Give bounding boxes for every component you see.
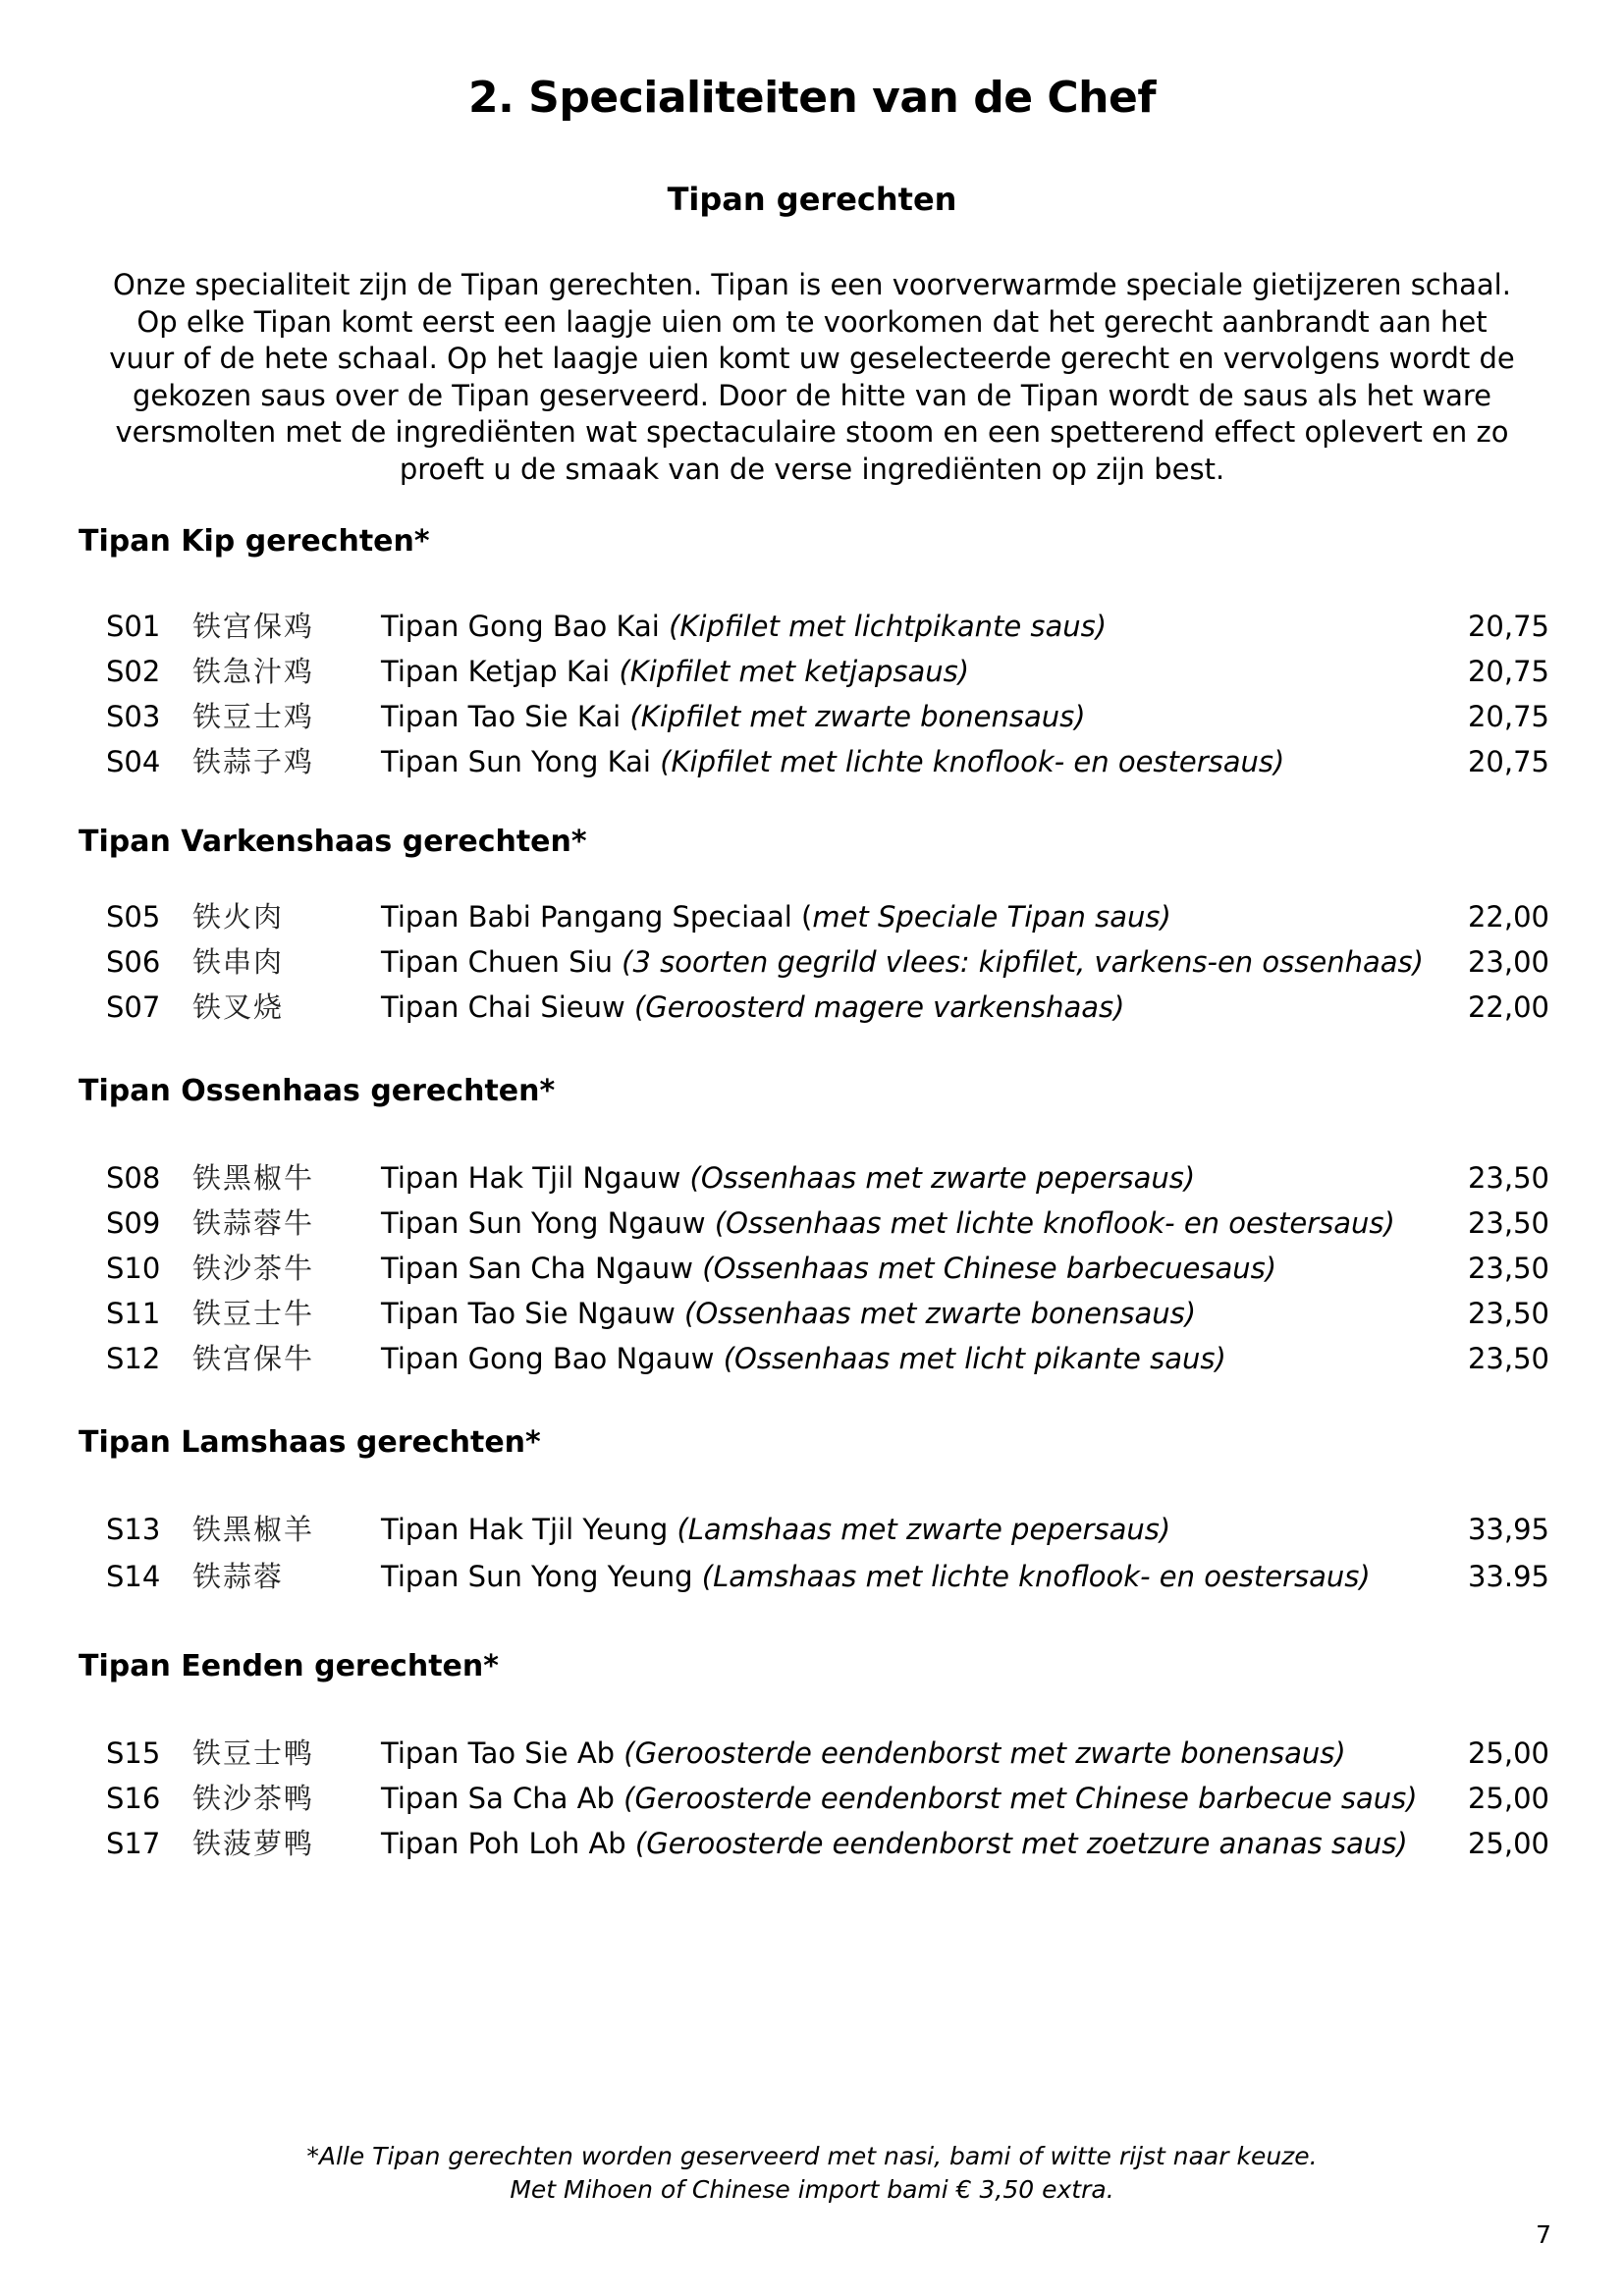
item-price: 22,00	[1467, 990, 1549, 1024]
menu-item	[0, 742, 1624, 781]
item-description: (Ossenhaas met zwarte pepersaus)	[689, 1161, 1196, 1195]
menu-item	[0, 1294, 1624, 1333]
item-price: 20,75	[1467, 745, 1549, 778]
item-name	[381, 1734, 1346, 1773]
item-title: Tipan Poh Loh Ab	[381, 1827, 635, 1860]
item-chinese-name: 铁菠萝鸭	[192, 1827, 315, 1860]
item-name	[381, 1779, 1418, 1818]
item-name	[381, 742, 1284, 781]
section-heading-lamshaas: Tipan Lamshaas gerechten*	[79, 1425, 541, 1460]
item-title: Tipan Gong Bao Kai	[381, 610, 670, 643]
item-code: S06	[106, 945, 161, 979]
item-title: Tipan Sa Cha Ab	[381, 1782, 624, 1815]
item-chinese-name: 铁豆士鸡	[192, 700, 315, 733]
item-name	[381, 1249, 1276, 1288]
item-description: (Geroosterde eendenborst met zwarte bonensaus)	[623, 1736, 1346, 1770]
item-description: (Ossenhaas met zwarte bonensaus)	[684, 1297, 1197, 1330]
menu-item	[0, 1557, 1624, 1596]
menu-item	[0, 1249, 1624, 1288]
item-description: (Geroosterd magere varkenshaas)	[633, 990, 1125, 1024]
item-chinese-name: 铁豆士牛	[192, 1297, 315, 1330]
item-code: S14	[106, 1560, 161, 1593]
item-chinese-name: 铁黑椒羊	[192, 1513, 315, 1546]
item-price: 25,00	[1467, 1827, 1549, 1860]
item-name	[381, 942, 1424, 982]
item-code: S02	[106, 655, 161, 688]
item-price: 20,75	[1467, 610, 1549, 643]
item-description: (Geroosterde eendenborst met zoetzure ananas saus)	[634, 1827, 1408, 1860]
item-code: S16	[106, 1782, 161, 1815]
item-price: 23,00	[1467, 945, 1549, 979]
item-description: (Ossenhaas met lichte knoflook- en oestersaus)	[714, 1206, 1395, 1240]
item-code: S03	[106, 700, 161, 733]
menu-item	[0, 988, 1624, 1027]
item-chinese-name: 铁黑椒牛	[192, 1161, 315, 1195]
item-code: S17	[106, 1827, 161, 1860]
item-chinese-name: 铁沙茶鸭	[192, 1782, 315, 1815]
item-chinese-name: 铁串肉	[192, 945, 285, 979]
item-title: Tipan Tao Sie Ngauw	[381, 1297, 685, 1330]
item-description: (Kipfilet met zwarte bonensaus)	[629, 700, 1086, 733]
footnote-line-2: Met Mihoen of Chinese import bami € 3,50 extra.	[510, 2175, 1114, 2204]
item-name	[381, 697, 1086, 736]
item-chinese-name: 铁沙茶牛	[192, 1252, 315, 1285]
item-price: 23,50	[1467, 1297, 1549, 1330]
item-description: met Speciale Tipan saus)	[812, 900, 1171, 934]
section-subtitle: Tipan gerechten	[667, 181, 957, 218]
item-name	[381, 897, 1171, 936]
item-code: S05	[106, 900, 161, 934]
item-chinese-name: 铁蒜蓉	[192, 1560, 285, 1593]
item-name	[381, 1203, 1395, 1243]
item-price: 33,95	[1467, 1513, 1549, 1546]
item-code: S10	[106, 1252, 161, 1285]
menu-item	[0, 1339, 1624, 1378]
menu-item	[0, 697, 1624, 736]
item-chinese-name: 铁豆士鸭	[192, 1736, 315, 1770]
item-chinese-name: 铁宫保鸡	[192, 610, 315, 643]
item-code: S08	[106, 1161, 161, 1195]
menu-item	[0, 652, 1624, 691]
menu-item	[0, 1779, 1624, 1818]
item-title: Tipan Sun Yong Yeung	[381, 1560, 702, 1593]
menu-item	[0, 1510, 1624, 1549]
item-price: 23,50	[1467, 1206, 1549, 1240]
item-chinese-name: 铁蒜子鸡	[192, 745, 315, 778]
item-name	[381, 1158, 1195, 1198]
item-description: (3 soorten gegrild vlees: kipfilet, varkens-en ossenhaas)	[622, 945, 1424, 979]
item-code: S11	[106, 1297, 161, 1330]
item-price: 25,00	[1467, 1782, 1549, 1815]
item-price: 25,00	[1467, 1736, 1549, 1770]
menu-item	[0, 1203, 1624, 1243]
section-heading-kip: Tipan Kip gerechten*	[79, 524, 430, 559]
item-name	[381, 1294, 1196, 1333]
section-heading-ossenhaas: Tipan Ossenhaas gerechten*	[79, 1074, 556, 1108]
item-description: (Ossenhaas met Chinese barbecuesaus)	[702, 1252, 1277, 1285]
item-chinese-name: 铁宫保牛	[192, 1342, 315, 1375]
item-name	[381, 1557, 1371, 1596]
item-description: (Lamshaas met zwarte pepersaus)	[677, 1513, 1171, 1546]
menu-item	[0, 942, 1624, 982]
item-title: Tipan Sun Yong Ngauw	[381, 1206, 715, 1240]
page-number: 7	[1536, 2220, 1551, 2249]
item-price: 20,75	[1467, 700, 1549, 733]
item-description: (Kipfilet met lichte knoflook- en oestersaus)	[660, 745, 1285, 778]
footnote	[0, 2140, 1624, 2207]
item-code: S15	[106, 1736, 161, 1770]
item-title: Tipan Sun Yong Kai	[381, 745, 661, 778]
item-name	[381, 652, 969, 691]
item-price: 22,00	[1467, 900, 1549, 934]
item-title: Tipan Tao Sie Kai	[381, 700, 630, 733]
item-description: (Kipfilet met lichtpikante saus)	[669, 610, 1108, 643]
item-code: S12	[106, 1342, 161, 1375]
item-code: S04	[106, 745, 161, 778]
section-heading-varkenshaas: Tipan Varkenshaas gerechten*	[79, 825, 587, 859]
item-name	[381, 607, 1107, 646]
menu-item	[0, 1734, 1624, 1773]
item-name	[381, 1824, 1408, 1863]
item-chinese-name: 铁急汁鸡	[192, 655, 315, 688]
item-description: (Lamshaas met lichte knoflook- en oestersaus)	[701, 1560, 1371, 1593]
item-code: S09	[106, 1206, 161, 1240]
item-title: Tipan Gong Bao Ngauw	[381, 1342, 724, 1375]
item-chinese-name: 铁火肉	[192, 900, 285, 934]
menu-item	[0, 1824, 1624, 1863]
item-description: (Kipfilet met ketjapsaus)	[619, 655, 970, 688]
page-title: 2. Specialiteiten van de Chef	[468, 73, 1156, 123]
menu-item	[0, 1158, 1624, 1198]
item-name	[381, 988, 1124, 1027]
intro-paragraph: Onze specialiteit zijn de Tipan gerechten. Tipan is een voorverwarmde speciale gietijzeren schaal. Op elke Tipan komt eerst een laagje uien om te voorkomen dat het gerecht aanbrandt aan het vuur of de hete schaal. Op het laagje uien komt uw geselecteerde gerecht en vervolgens wordt de gekozen saus over de Tipan geserveerd. Door de hitte van de Tipan wordt de saus als het ware versmolten met de ingrediënten wat spectaculaire stoom en een spetterend effect oplevert en zo proeft u de smaak van de verse ingrediënten op zijn best.	[109, 268, 1515, 486]
item-title: Tipan Chuen Siu	[381, 945, 623, 979]
item-title: Tipan Babi Pangang Speciaal (	[381, 900, 813, 934]
item-title: Tipan Tao Sie Ab	[381, 1736, 624, 1770]
item-title: Tipan Ketjap Kai	[381, 655, 620, 688]
item-title: Tipan Hak Tjil Yeung	[381, 1513, 677, 1546]
item-price: 23,50	[1467, 1342, 1549, 1375]
item-title: Tipan Hak Tjil Ngauw	[381, 1161, 690, 1195]
menu-item	[0, 897, 1624, 936]
item-price: 20,75	[1467, 655, 1549, 688]
item-price: 23,50	[1467, 1252, 1549, 1285]
footnote-line-1: *Alle Tipan gerechten worden geserveerd met nasi, bami of witte rijst naar keuze.	[306, 2142, 1318, 2170]
item-code: S01	[106, 610, 161, 643]
item-code: S13	[106, 1513, 161, 1546]
item-title: Tipan Chai Sieuw	[381, 990, 634, 1024]
item-title: Tipan San Cha Ngauw	[381, 1252, 703, 1285]
item-chinese-name: 铁叉烧	[192, 990, 285, 1024]
item-code: S07	[106, 990, 161, 1024]
menu-item	[0, 607, 1624, 646]
section-heading-eenden: Tipan Eenden gerechten*	[79, 1649, 499, 1683]
item-name	[381, 1510, 1170, 1549]
item-chinese-name: 铁蒜蓉牛	[192, 1206, 315, 1240]
item-name	[381, 1339, 1226, 1378]
item-price: 23,50	[1467, 1161, 1549, 1195]
item-description: (Ossenhaas met licht pikante saus)	[723, 1342, 1226, 1375]
item-description: (Geroosterde eendenborst met Chinese barbecue saus)	[623, 1782, 1418, 1815]
item-price: 33.95	[1467, 1560, 1549, 1593]
